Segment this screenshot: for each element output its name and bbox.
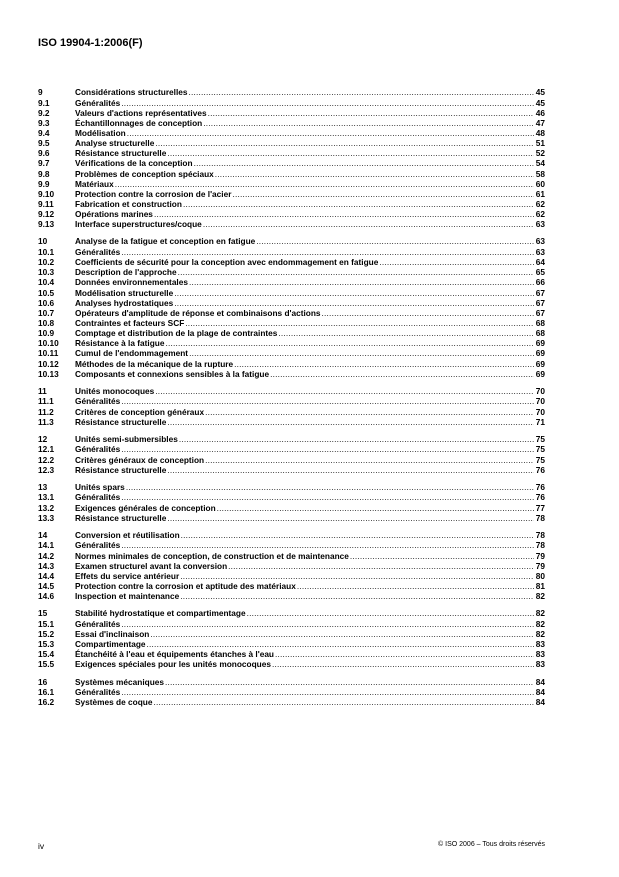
- toc-entry-number: 12: [38, 433, 48, 444]
- toc-chapter-entry[interactable]: [38, 608, 545, 619]
- toc-entry-number: 9.6: [38, 148, 50, 159]
- toc-entry-title: Opérateurs d'amplitude de réponse et combinaisons d'actions: [75, 307, 321, 318]
- toc-entry-number: 9.1: [38, 97, 50, 108]
- toc-entry[interactable]: [38, 118, 545, 128]
- toc-entry-number: 9.4: [38, 128, 50, 139]
- toc-dot-leader: [155, 138, 534, 148]
- toc-entry-page: 83: [535, 639, 545, 650]
- toc-entry-title: Échantillonnages de conception: [75, 117, 203, 128]
- toc-dot-leader: [232, 189, 534, 199]
- toc-entry-title: Unités spars: [75, 481, 125, 492]
- toc-entry[interactable]: [38, 444, 545, 454]
- toc-entry-number: 9.7: [38, 158, 50, 169]
- toc-entry-title: Cumul de l'endommagement: [75, 348, 189, 359]
- toc-entry-title: Généralités: [75, 618, 121, 629]
- toc-entry-number: 9: [38, 87, 43, 97]
- toc-entry-page: 62: [535, 209, 545, 220]
- toc-entry-page: 78: [535, 540, 545, 551]
- toc-dot-leader: [189, 348, 534, 358]
- toc-entry-page: 71: [535, 416, 545, 427]
- toc-entry[interactable]: [38, 417, 545, 427]
- toc-entry-number: 13.3: [38, 512, 55, 523]
- toc-entry-page: 83: [535, 659, 545, 670]
- copyright-notice: © ISO 2006 – Tous droits réservés: [438, 841, 545, 848]
- toc-entry-title: Analyse structurelle: [75, 138, 155, 149]
- toc-dot-leader: [165, 677, 534, 688]
- toc-section-group: [38, 608, 545, 669]
- toc-dot-leader: [183, 199, 534, 209]
- toc-chapter-entry[interactable]: [38, 677, 545, 688]
- toc-entry-title: Opérations marines: [75, 209, 153, 220]
- toc-dot-leader: [247, 608, 534, 619]
- toc-entry-page: 45: [535, 97, 545, 108]
- toc-entry-number: 9.12: [38, 209, 55, 220]
- toc-dot-leader: [115, 179, 534, 189]
- toc-entry-title: Résistance structurelle: [75, 416, 167, 427]
- toc-section-group: [38, 87, 545, 229]
- toc-entry-title: Résistance structurelle: [75, 464, 167, 475]
- toc-entry-page: 68: [535, 328, 545, 339]
- toc-entry-number: 14.3: [38, 560, 55, 571]
- toc-entry-title: Matériaux: [75, 178, 114, 189]
- toc-entry-page: 76: [535, 492, 545, 503]
- toc-chapter-entry[interactable]: [38, 236, 545, 247]
- toc-entry-title: Données environnementales: [75, 277, 188, 288]
- toc-entry-number: 10.13: [38, 368, 59, 379]
- toc-entry-title: Critères généraux de conception: [75, 454, 205, 465]
- toc-entry-number: 13.2: [38, 502, 55, 513]
- toc-entry-page: 51: [535, 138, 545, 149]
- toc-section-group: [38, 386, 545, 427]
- toc-entry[interactable]: [38, 138, 545, 148]
- toc-entry-title: Généralités: [75, 540, 121, 551]
- toc-entry-title: Comptage et distribution de la plage de contraintes: [75, 328, 278, 339]
- toc-dot-leader: [185, 318, 534, 328]
- toc-entry-page: 82: [535, 618, 545, 629]
- toc-entry-title: Généralités: [75, 444, 121, 455]
- toc-entry-page: 84: [535, 697, 545, 708]
- toc-section-group: [38, 482, 545, 523]
- toc-entry-number: 14.4: [38, 570, 55, 581]
- toc-section-group: [38, 434, 545, 475]
- toc-entry[interactable]: [38, 348, 545, 358]
- toc-entry-page: 82: [535, 629, 545, 640]
- toc-entry-number: 14.6: [38, 591, 55, 602]
- toc-entry-page: 47: [535, 117, 545, 128]
- toc-entry-title: Essai d'inclinaison: [75, 629, 150, 640]
- toc-entry[interactable]: [38, 396, 545, 406]
- toc-entry-title: Description de l'approche: [75, 267, 177, 278]
- toc-entry[interactable]: [38, 407, 545, 417]
- toc-entry-number: 13.1: [38, 492, 55, 503]
- toc-entry[interactable]: [38, 169, 545, 179]
- toc-entry-number: 14.2: [38, 550, 55, 561]
- toc-entry-title: Composants et connexions sensibles à la fatigue: [75, 368, 270, 379]
- toc-entry-title: Modélisation structurelle: [75, 287, 174, 298]
- toc-entry[interactable]: [38, 503, 545, 513]
- toc-entry[interactable]: [38, 199, 545, 209]
- toc-entry-title: Examen structurel avant la conversion: [75, 560, 228, 571]
- toc-entry-title: Coefficients de sécurité pour la conception avec endommagement en fatigue: [75, 257, 379, 268]
- toc-entry-page: 70: [535, 385, 545, 396]
- toc-dot-leader: [121, 247, 534, 257]
- toc-section-group: [38, 236, 545, 378]
- toc-dot-leader: [127, 128, 534, 138]
- toc-entry-title: Stabilité hydrostatique et compartimentage: [75, 608, 246, 619]
- toc-entry-page: 82: [535, 591, 545, 602]
- toc-entry-title: Contraintes et facteurs SCF: [75, 318, 185, 328]
- toc-dot-leader: [350, 551, 534, 561]
- toc-entry[interactable]: [38, 288, 545, 298]
- toc-entry-page: 75: [535, 454, 545, 465]
- toc-entry-page: 83: [535, 649, 545, 660]
- toc-entry-page: 62: [535, 199, 545, 209]
- toc-dot-leader: [272, 659, 534, 669]
- toc-entry-number: 11: [38, 385, 47, 396]
- toc-entry-number: 14: [38, 529, 48, 540]
- toc-dot-leader: [203, 118, 534, 128]
- toc-dot-leader: [150, 629, 534, 639]
- toc-dot-leader: [379, 257, 534, 267]
- toc-entry-page: 64: [535, 257, 545, 268]
- toc-entry[interactable]: [38, 318, 545, 328]
- toc-entry-number: 10.2: [38, 257, 55, 268]
- toc-entry[interactable]: [38, 148, 545, 158]
- toc-entry[interactable]: [38, 209, 545, 219]
- toc-entry-page: 77: [535, 502, 545, 513]
- toc-entry-title: Analyses hydrostatiques: [75, 297, 174, 308]
- toc-entry-title: Protection contre la corrosion de l'acier: [75, 188, 232, 199]
- toc-dot-leader: [205, 455, 534, 465]
- toc-entry-number: 15.3: [38, 639, 55, 650]
- toc-entry-number: 10.11: [38, 348, 59, 359]
- toc-entry-page: 78: [535, 529, 545, 540]
- toc-entry-number: 10.5: [38, 287, 55, 298]
- toc-dot-leader: [181, 530, 534, 541]
- toc-dot-leader: [179, 434, 534, 445]
- toc-entry-number: 10.8: [38, 318, 55, 328]
- toc-section-group: [38, 530, 545, 601]
- toc-entry[interactable]: [38, 551, 545, 561]
- toc-entry-title: Étanchéité à l'eau et équipements étanches à l'eau: [75, 649, 274, 660]
- toc-entry[interactable]: [38, 561, 545, 571]
- toc-entry[interactable]: [38, 328, 545, 338]
- toc-entry-title: Modélisation: [75, 128, 126, 139]
- toc-dot-leader: [174, 288, 534, 298]
- toc-entry-number: 15: [38, 608, 48, 619]
- toc-entry-page: 45: [535, 87, 545, 97]
- toc-entry-number: 10.10: [38, 338, 59, 349]
- toc-entry-title: Résistance à la fatigue: [75, 338, 165, 349]
- toc-entry-number: 9.5: [38, 138, 50, 149]
- toc-entry-number: 13: [38, 481, 48, 492]
- toc-entry-title: Résistance structurelle: [75, 512, 167, 523]
- toc-entry-title: Valeurs d'actions représentatives: [75, 107, 207, 118]
- toc-dot-leader: [270, 369, 534, 379]
- toc-entry-page: 81: [535, 581, 545, 592]
- toc-chapter-entry[interactable]: [38, 87, 545, 98]
- toc-dot-leader: [121, 444, 534, 454]
- toc-dot-leader: [278, 328, 534, 338]
- toc-dot-leader: [121, 396, 534, 406]
- toc-entry-number: 9.13: [38, 219, 55, 230]
- toc-entry[interactable]: [38, 513, 545, 523]
- toc-dot-leader: [167, 417, 534, 427]
- toc-entry-title: Normes minimales de conception, de construction et de maintenance: [75, 550, 349, 561]
- toc-entry-page: 66: [535, 277, 545, 288]
- toc-entry-page: 80: [535, 570, 545, 581]
- toc-entry[interactable]: [38, 108, 545, 118]
- toc-entry-page: 67: [535, 307, 545, 318]
- toc-dot-leader: [189, 87, 535, 98]
- toc-entry[interactable]: [38, 540, 545, 550]
- toc-entry[interactable]: [38, 298, 545, 308]
- toc-entry-number: 10.9: [38, 328, 55, 339]
- toc-entry-page: 63: [535, 236, 545, 247]
- toc-entry-page: 63: [535, 247, 545, 258]
- toc-dot-leader: [215, 169, 534, 179]
- toc-entry[interactable]: [38, 277, 545, 287]
- toc-dot-leader: [121, 619, 534, 629]
- toc-entry-page: 54: [535, 158, 545, 169]
- toc-entry-title: Généralités: [75, 396, 121, 407]
- toc-entry[interactable]: [38, 257, 545, 267]
- toc-entry[interactable]: [38, 455, 545, 465]
- toc-entry-number: 10.4: [38, 277, 55, 288]
- page-number: iv: [38, 841, 45, 851]
- toc-entry[interactable]: [38, 158, 545, 168]
- toc-entry-number: 9.11: [38, 199, 54, 209]
- toc-entry-title: Systèmes mécaniques: [75, 676, 165, 687]
- toc-dot-leader: [178, 267, 534, 277]
- toc-entry-number: 11.3: [38, 416, 54, 427]
- toc-section-group: [38, 677, 545, 708]
- toc-entry-title: Exigences spéciales pour les unités monocoques: [75, 659, 271, 670]
- toc-entry[interactable]: [38, 619, 545, 629]
- toc-entry-page: 67: [535, 297, 545, 308]
- toc-entry[interactable]: [38, 639, 545, 649]
- toc-entry-number: 15.2: [38, 629, 55, 640]
- toc-entry[interactable]: [38, 338, 545, 348]
- toc-entry-title: Unités monocoques: [75, 385, 155, 396]
- toc-entry-page: 76: [535, 481, 545, 492]
- toc-entry-page: 69: [535, 358, 545, 369]
- toc-entry[interactable]: [38, 687, 545, 697]
- toc-chapter-entry[interactable]: [38, 386, 545, 397]
- toc-entry-number: 16.1: [38, 687, 55, 698]
- toc-dot-leader: [174, 298, 534, 308]
- toc-entry-number: 11.2: [38, 406, 54, 417]
- toc-dot-leader: [121, 98, 534, 108]
- toc-entry-page: 48: [535, 128, 545, 139]
- toc-entry[interactable]: [38, 98, 545, 108]
- toc-entry-title: Méthodes de la mécanique de la rupture: [75, 358, 234, 369]
- toc-entry-page: 61: [535, 188, 545, 199]
- toc-entry-title: Considérations structurelles: [75, 87, 188, 97]
- toc-dot-leader: [121, 540, 534, 550]
- toc-entry-page: 52: [535, 148, 545, 159]
- toc-dot-leader: [297, 581, 534, 591]
- toc-dot-leader: [228, 561, 534, 571]
- toc-entry-title: Interface superstructures/coque: [75, 219, 202, 230]
- toc-entry-title: Compartimentage: [75, 639, 146, 650]
- toc-entry-title: Généralités: [75, 97, 121, 108]
- toc-entry-page: 79: [535, 550, 545, 561]
- toc-entry-page: 75: [535, 433, 545, 444]
- toc-entry-page: 46: [535, 107, 545, 118]
- toc-entry-title: Analyse de la fatigue et conception en fatigue: [75, 236, 256, 247]
- toc-entry-number: 14.5: [38, 581, 55, 592]
- toc-entry[interactable]: [38, 189, 545, 199]
- toc-entry-page: 63: [535, 219, 545, 230]
- toc-entry-title: Généralités: [75, 687, 121, 698]
- toc-entry[interactable]: [38, 649, 545, 659]
- toc-chapter-entry[interactable]: [38, 434, 545, 445]
- toc-entry[interactable]: [38, 492, 545, 502]
- toc-entry[interactable]: [38, 359, 545, 369]
- toc-entry-number: 9.3: [38, 117, 50, 128]
- toc-entry-page: 70: [535, 406, 545, 417]
- toc-dot-leader: [155, 386, 534, 397]
- toc-entry-title: Inspection et maintenance: [75, 591, 180, 602]
- toc-entry-page: 69: [535, 348, 545, 359]
- toc-entry[interactable]: [38, 308, 545, 318]
- toc-entry-title: Vérifications de la conception: [75, 158, 193, 169]
- toc-entry-number: 9.2: [38, 107, 50, 118]
- toc-entry[interactable]: [38, 571, 545, 581]
- toc-dot-leader: [121, 687, 534, 697]
- toc-entry-page: 65: [535, 267, 545, 278]
- toc-dot-leader: [205, 407, 534, 417]
- toc-entry-number: 9.9: [38, 178, 50, 189]
- toc-dot-leader: [194, 158, 534, 168]
- toc-dot-leader: [180, 571, 534, 581]
- toc-dot-leader: [167, 148, 534, 158]
- toc-entry-number: 10.6: [38, 297, 55, 308]
- toc-dot-leader: [165, 338, 534, 348]
- table-of-contents: [38, 87, 545, 715]
- toc-dot-leader: [167, 465, 534, 475]
- toc-entry-number: 12.3: [38, 464, 55, 475]
- toc-entry[interactable]: [38, 179, 545, 189]
- toc-dot-leader: [234, 359, 534, 369]
- toc-entry-number: 16: [38, 676, 48, 687]
- toc-entry[interactable]: [38, 629, 545, 639]
- toc-entry-number: 15.4: [38, 649, 55, 660]
- toc-entry-number: 10.3: [38, 267, 55, 278]
- toc-entry-page: 68: [535, 318, 545, 328]
- toc-entry[interactable]: [38, 247, 545, 257]
- toc-entry[interactable]: [38, 591, 545, 601]
- toc-dot-leader: [322, 308, 534, 318]
- document-header: ISO 19904-1:2006(F): [38, 37, 143, 49]
- toc-dot-leader: [147, 639, 534, 649]
- toc-dot-leader: [126, 482, 534, 493]
- toc-entry-number: 10.12: [38, 358, 59, 369]
- toc-entry-number: 11.1: [38, 396, 54, 407]
- toc-chapter-entry[interactable]: [38, 482, 545, 493]
- toc-entry-page: 76: [535, 464, 545, 475]
- toc-entry-number: 15.1: [38, 618, 55, 629]
- toc-entry[interactable]: [38, 659, 545, 669]
- toc-entry-page: 82: [535, 608, 545, 619]
- toc-dot-leader: [153, 697, 534, 707]
- toc-entry-title: Exigences générales de conception: [75, 502, 216, 513]
- toc-dot-leader: [154, 209, 534, 219]
- toc-entry-number: 14.1: [38, 540, 55, 551]
- toc-entry[interactable]: [38, 219, 545, 229]
- toc-entry-title: Conversion et réutilisation: [75, 529, 180, 540]
- toc-dot-leader: [121, 492, 534, 502]
- toc-dot-leader: [180, 591, 534, 601]
- toc-entry-title: Unités semi-submersibles: [75, 433, 178, 444]
- toc-dot-leader: [217, 503, 534, 513]
- toc-entry-title: Protection contre la corrosion et aptitude des matériaux: [75, 581, 296, 592]
- toc-entry-page: 70: [535, 396, 545, 407]
- toc-entry-title: Critères de conception généraux: [75, 406, 205, 417]
- toc-entry-page: 84: [535, 687, 545, 698]
- toc-entry-number: 10.7: [38, 307, 55, 318]
- toc-entry-page: 84: [535, 676, 545, 687]
- toc-entry-page: 67: [535, 287, 545, 298]
- toc-dot-leader: [208, 108, 534, 118]
- toc-dot-leader: [275, 649, 534, 659]
- toc-entry-page: 69: [535, 368, 545, 379]
- toc-dot-leader: [189, 277, 534, 287]
- toc-entry[interactable]: [38, 581, 545, 591]
- toc-entry[interactable]: [38, 465, 545, 475]
- toc-entry-title: Généralités: [75, 492, 121, 503]
- toc-entry-number: 10.1: [38, 247, 55, 258]
- toc-entry-number: 12.1: [38, 444, 55, 455]
- toc-entry-page: 79: [535, 560, 545, 571]
- toc-entry-title: Résistance structurelle: [75, 148, 167, 159]
- toc-entry-page: 58: [535, 168, 545, 179]
- toc-entry-number: 9.8: [38, 168, 50, 179]
- toc-dot-leader: [203, 219, 534, 229]
- toc-dot-leader: [256, 236, 534, 247]
- toc-entry[interactable]: [38, 128, 545, 138]
- toc-entry-title: Systèmes de coque: [75, 697, 153, 708]
- toc-chapter-entry[interactable]: [38, 530, 545, 541]
- toc-entry[interactable]: [38, 267, 545, 277]
- toc-entry-number: 16.2: [38, 697, 55, 708]
- toc-entry-number: 9.10: [38, 188, 55, 199]
- toc-dot-leader: [167, 513, 534, 523]
- toc-entry-number: 10: [38, 236, 48, 247]
- toc-entry-number: 15.5: [38, 659, 55, 670]
- toc-entry-page: 69: [535, 338, 545, 349]
- toc-entry-page: 60: [535, 178, 545, 189]
- toc-entry-number: 12.2: [38, 454, 55, 465]
- toc-entry-page: 78: [535, 512, 545, 523]
- toc-entry-title: Problèmes de conception spéciaux: [75, 168, 214, 179]
- toc-entry[interactable]: [38, 697, 545, 707]
- toc-entry-title: Généralités: [75, 247, 121, 258]
- toc-entry-title: Effets du service antérieur: [75, 570, 180, 581]
- toc-entry[interactable]: [38, 369, 545, 379]
- toc-entry-title: Fabrication et construction: [75, 199, 182, 209]
- toc-entry-page: 75: [535, 444, 545, 455]
